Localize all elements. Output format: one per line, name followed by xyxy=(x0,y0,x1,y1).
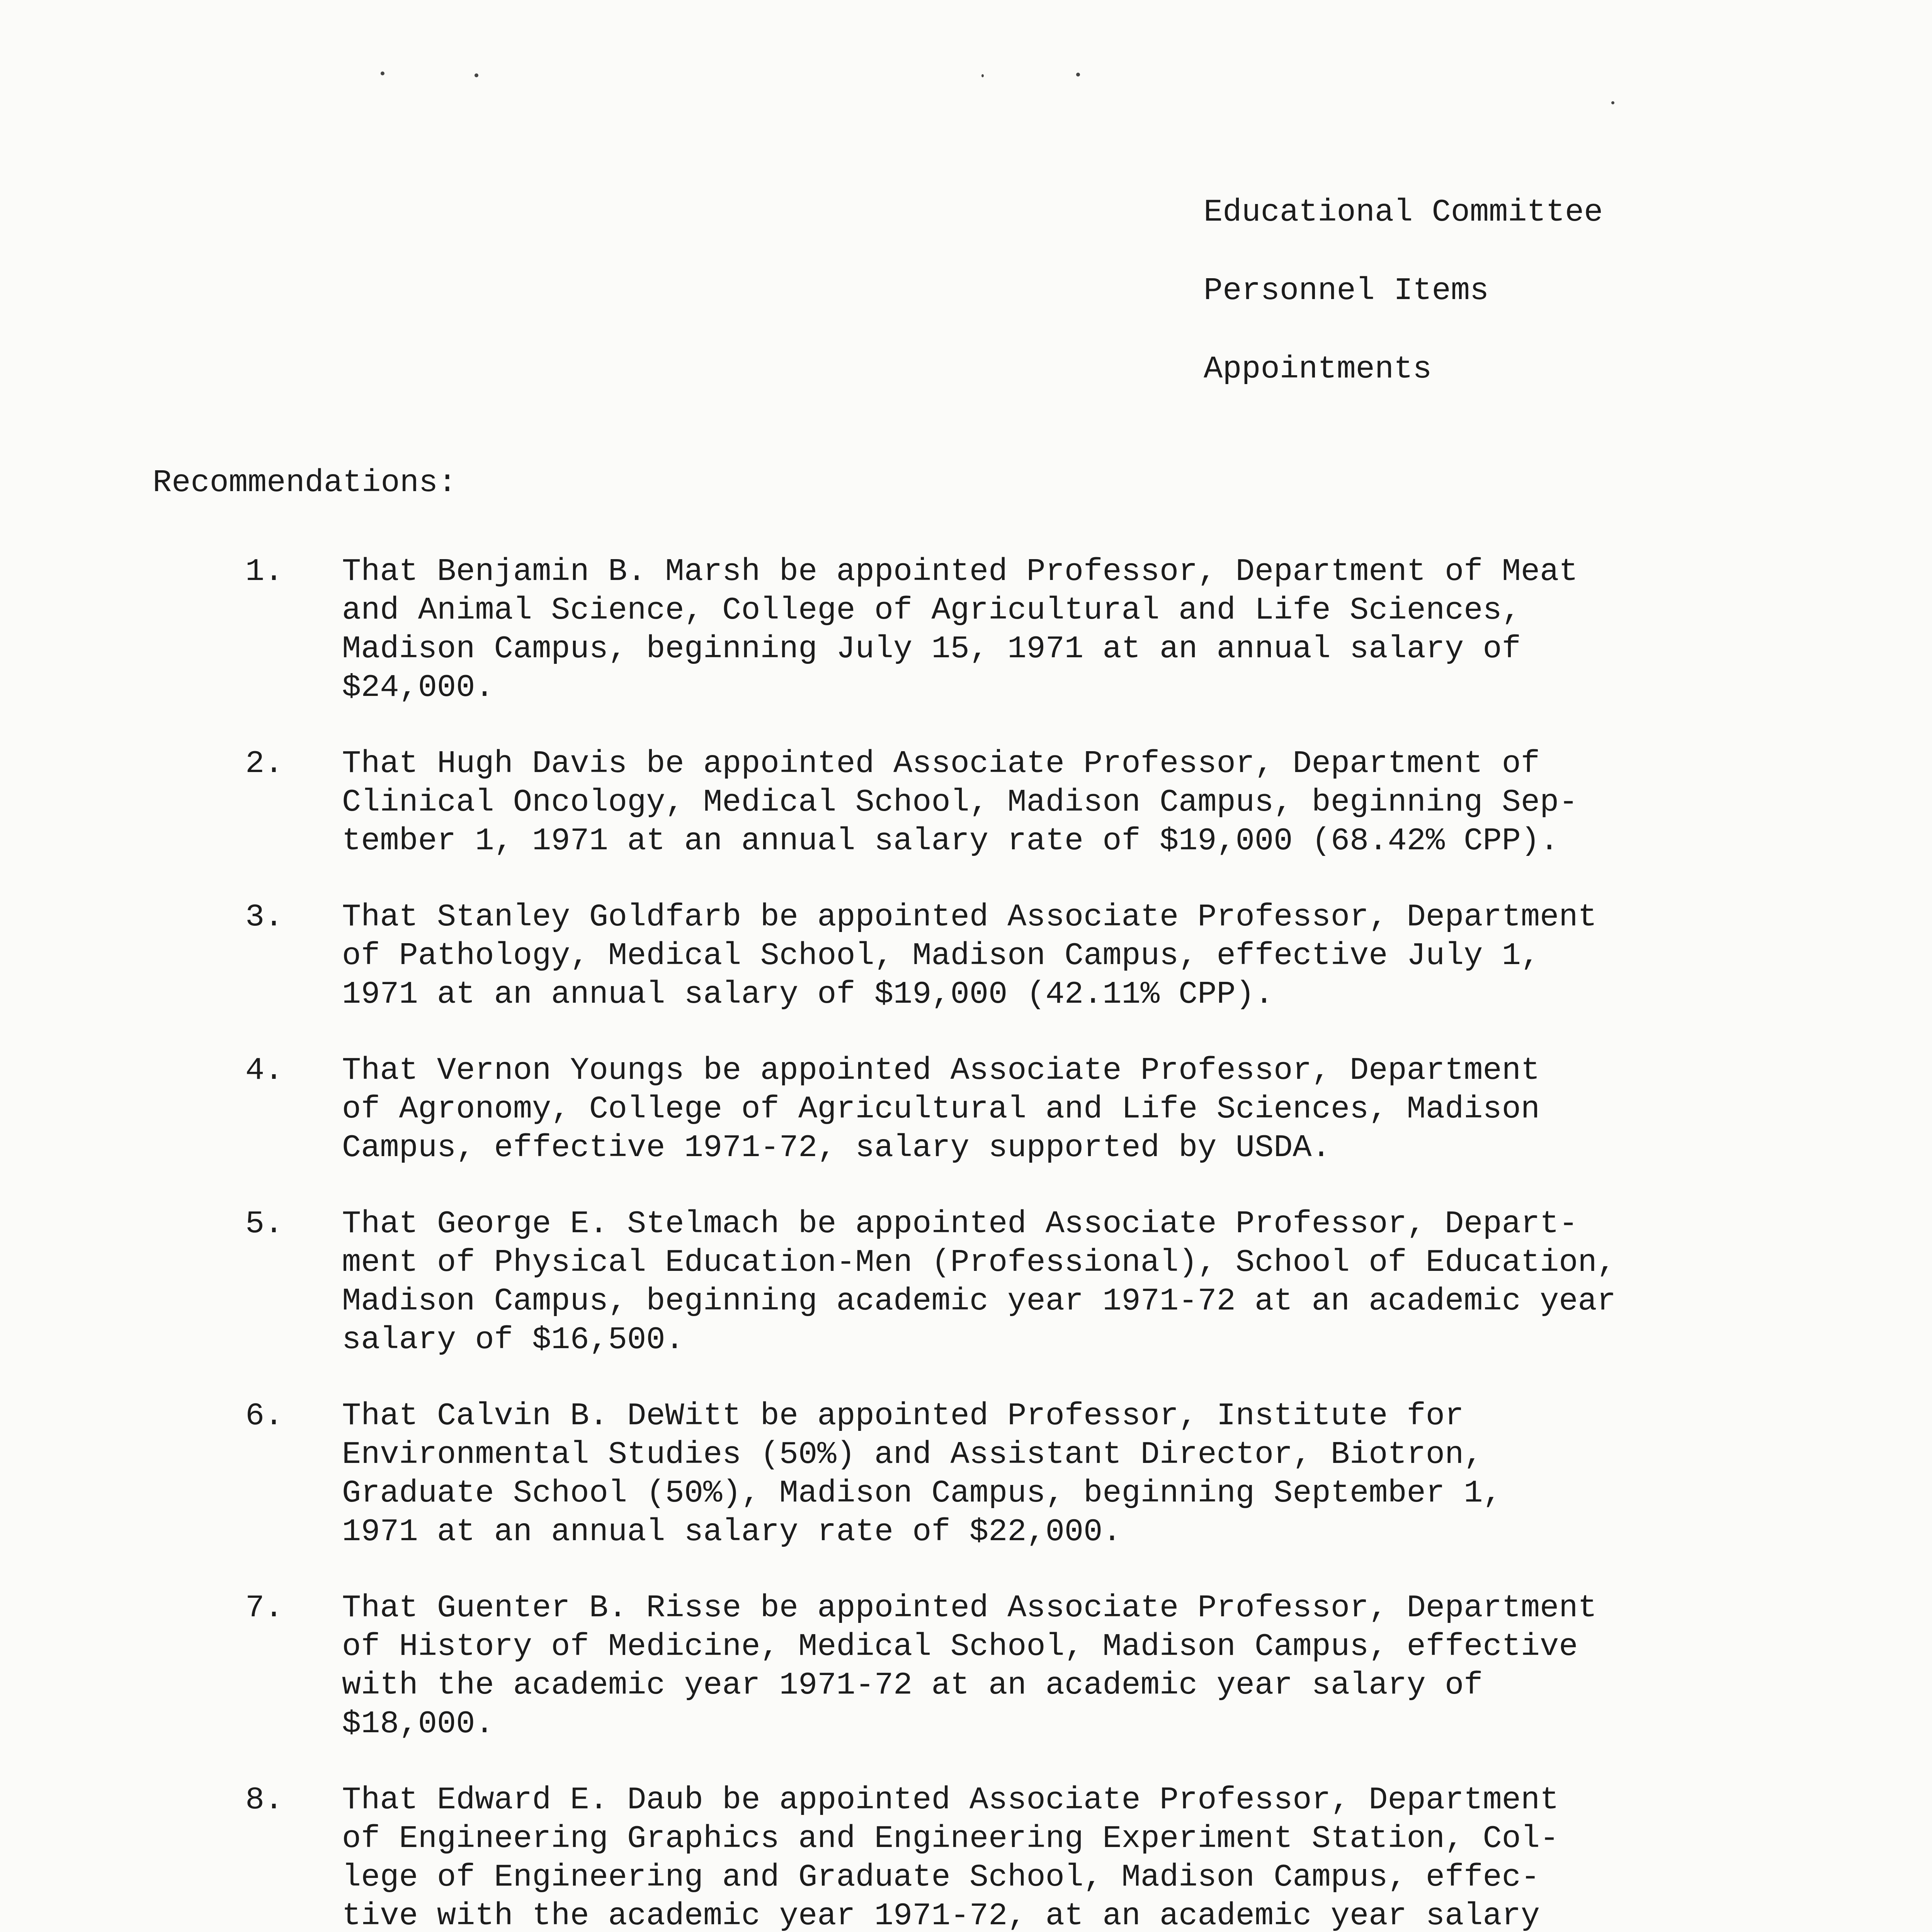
item-number: 3. xyxy=(245,899,284,935)
header-committee: Educational Committee xyxy=(1204,194,1603,230)
scan-speck xyxy=(381,71,384,75)
item-number: 1. xyxy=(245,554,284,590)
item-text: That Stanley Goldfarb be appointed Associate Professor, Department of Pathology, Medical School, Madison Campus, effective July 1, 1971 at an annual salary of $19,000 (42.11% CPP). xyxy=(342,899,1597,1012)
item-text: That Hugh Davis be appointed Associate Professor, Department of Clinical Oncology, Medical School, Madison Campus, beginning Sep- tember 1, 1971 at an annual salary rate of $19,000 (68.42% CPP). xyxy=(342,746,1578,859)
item-number: 7. xyxy=(245,1590,284,1626)
item-number: 8. xyxy=(245,1782,284,1818)
scan-speck xyxy=(981,74,984,77)
header-subsection: Appointments xyxy=(1204,351,1432,387)
item-number: 6. xyxy=(245,1398,284,1434)
item-text: That Edward E. Daub be appointed Associate Professor, Department of Engineering Graphics and Engineering Experiment Station, Col- lege of Engineering and Graduate School, Madison Campus, effec- tive with the academic year 1971-72, at an academic year salary xyxy=(342,1782,1559,1932)
item-number: 2. xyxy=(245,746,284,782)
item-text: That Calvin B. DeWitt be appointed Professor, Institute for Environmental Studies (50%) and Assistant Director, Biotron, Graduate School (50%), Madison Campus, beginning September 1, 1971 at an annual salary rate of $22,000. xyxy=(342,1398,1502,1550)
recommendation-item xyxy=(245,1781,1907,1932)
item-number: 5. xyxy=(245,1206,284,1242)
document-header xyxy=(1204,193,1783,429)
scan-speck xyxy=(1611,101,1614,104)
header-section: Personnel Items xyxy=(1204,273,1489,309)
item-number: 4. xyxy=(245,1053,284,1088)
recommendation-item xyxy=(245,1205,1907,1359)
recommendation-item xyxy=(245,745,1907,861)
item-text: That George E. Stelmach be appointed Associate Professor, Depart- ment of Physical Education-Men (Professional), School of Education, Madison Campus, beginning academic year 1971-72 at an academic year salary of $16,500. xyxy=(342,1206,1616,1358)
recommendation-item xyxy=(245,553,1907,707)
recommendation-item xyxy=(245,1589,1907,1743)
item-text: That Guenter B. Risse be appointed Associate Professor, Department of History of Medicine, Medical School, Madison Campus, effective with the academic year 1971-72 at an academic year salary of $18,000. xyxy=(342,1590,1597,1742)
scan-speck xyxy=(474,73,478,77)
item-text: That Benjamin B. Marsh be appointed Professor, Department of Meat and Animal Science, College of Agricultural and Life Sciences, Madison Campus, beginning July 15, 1971 at an annual salary of $24,000. xyxy=(342,554,1578,706)
recommendations-label: Recommendations: xyxy=(153,465,457,501)
recommendation-list xyxy=(245,553,1907,1932)
recommendation-item xyxy=(245,898,1907,1014)
scan-speck xyxy=(1076,73,1080,77)
recommendation-item xyxy=(245,1051,1907,1167)
recommendation-item xyxy=(245,1397,1907,1551)
item-text: That Vernon Youngs be appointed Associate Professor, Department of Agronomy, College of Agricultural and Life Sciences, Madison Campus, effective 1971-72, salary supported by USDA. xyxy=(342,1053,1540,1166)
